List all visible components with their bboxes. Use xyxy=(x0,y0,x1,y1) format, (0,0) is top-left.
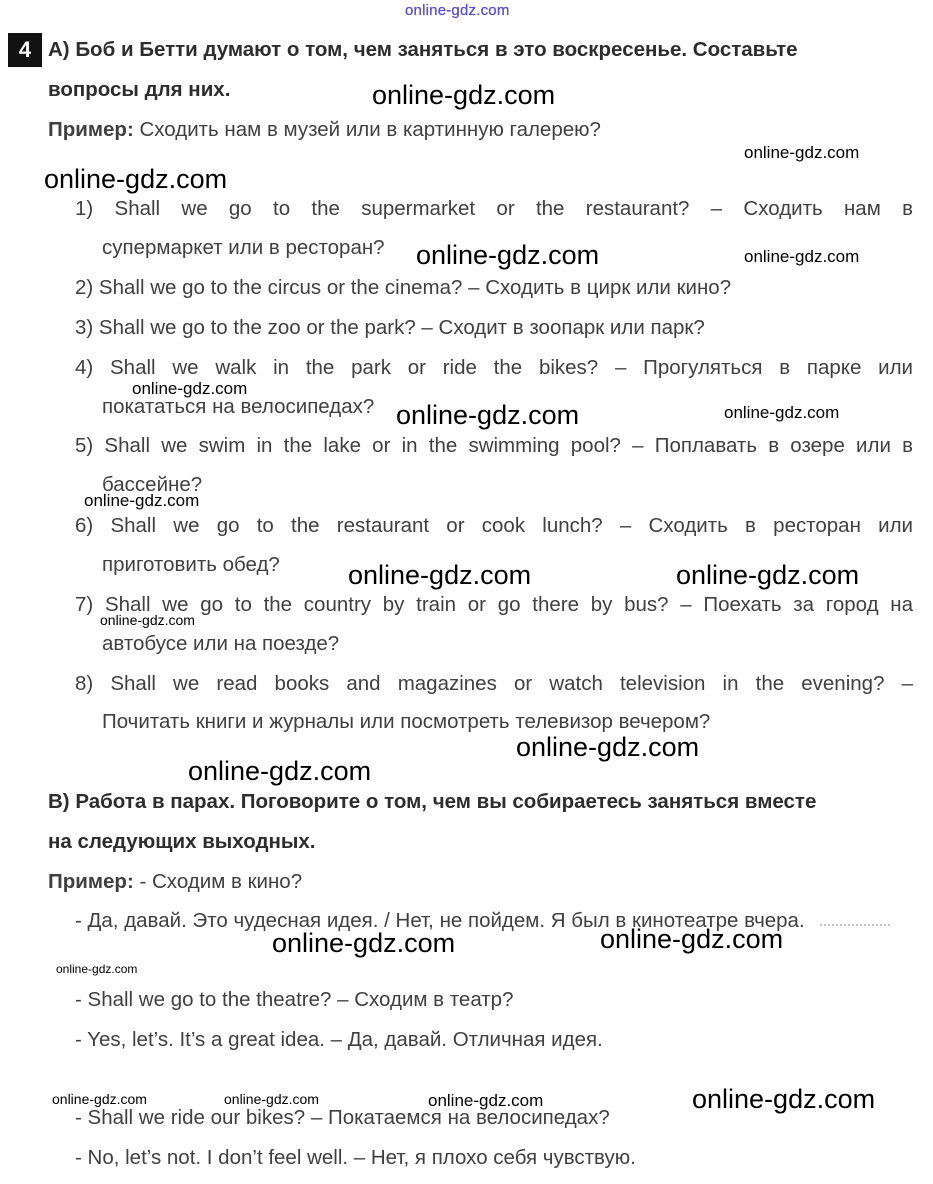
watermark: online-gdz.com xyxy=(744,143,860,162)
watermark: online-gdz.com xyxy=(396,400,580,430)
list-item-3: 3) Shall we go to the zoo or the park? – Сходит в зоопарк или парк? xyxy=(75,316,705,339)
watermark: online-gdz.com xyxy=(52,1091,147,1107)
watermark: online-gdz.com xyxy=(416,240,600,270)
watermark: online-gdz.com xyxy=(372,80,556,110)
watermark: online-gdz.com xyxy=(692,1084,876,1114)
list-item-8-line1: 8) Shall we read books and magazines or watch television in the evening? – xyxy=(75,672,913,695)
list-item-5-line2: бассейне? xyxy=(102,473,203,496)
list-item-1-line1: 1) Shall we go to the supermarket or the restaurant? – Сходить нам в xyxy=(75,197,913,220)
list-item-4-line1: 4) Shall we walk in the park or ride the bikes? – Прогуляться в парке или xyxy=(75,356,913,379)
list-item-2: 2) Shall we go to the circus or the cinema? – Сходить в цирк или кино? xyxy=(75,276,732,299)
list-item-8-line2: Почитать книги и журналы или посмотреть телевизор вечером? xyxy=(102,710,711,733)
part-b-example xyxy=(48,870,302,894)
part-a-heading-line2: вопросы для них. xyxy=(48,78,231,101)
part-a-example xyxy=(48,118,601,142)
dialogue-line-3: - Yes, let’s. It’s a great idea. – Да, давай. Отличная идея. xyxy=(75,1028,603,1051)
watermark: online-gdz.com xyxy=(676,560,860,590)
list-item-5-line1: 5) Shall we swim in the lake or in the swimming pool? – Поплавать в озере или в xyxy=(75,434,913,457)
site-header-watermark: online-gdz.com xyxy=(405,2,510,19)
watermark: online-gdz.com xyxy=(188,756,372,786)
part-b-heading-line1: В) Работа в парах. Поговорите о том, чем вы собираетесь заняться вместе xyxy=(48,790,817,813)
example-text: - Сходим в кино? xyxy=(139,870,303,893)
watermark: online-gdz.com xyxy=(224,1091,319,1107)
list-item-1-line2: супермаркет или в ресторан? xyxy=(102,236,385,259)
watermark: online-gdz.com xyxy=(272,928,456,958)
watermark: online-gdz.com xyxy=(132,379,248,398)
exercise-number-badge: 4 xyxy=(8,33,42,67)
scan-smudge xyxy=(820,924,890,934)
watermark: online-gdz.com xyxy=(724,403,840,422)
watermark: online-gdz.com xyxy=(744,247,860,266)
watermark: online-gdz.com xyxy=(516,732,700,762)
watermark: online-gdz.com xyxy=(44,164,228,194)
part-a-heading-line1: А) Боб и Бетти думают о том, чем заняться в это воскресенье. Составьте xyxy=(48,38,798,61)
list-item-4-line2: покататься на велосипедах? xyxy=(102,395,375,418)
watermark: online-gdz.com xyxy=(84,491,200,510)
watermark: online-gdz.com xyxy=(600,924,784,954)
list-item-7-line2: автобусе или на поезде? xyxy=(102,632,340,655)
watermark: online-gdz.com xyxy=(100,612,195,628)
example-label: Пример: xyxy=(48,118,134,141)
example-label: Пример: xyxy=(48,870,134,893)
watermark: online-gdz.com xyxy=(56,962,138,976)
dialogue-line-1: - Да, давай. Это чудесная идея. / Нет, не пойдем. Я был в кинотеатре вчера. xyxy=(75,909,805,932)
list-item-7-line1: 7) Shall we go to the country by train or go there by bus? – Поехать за город на xyxy=(75,593,913,616)
example-text: Сходить нам в музей или в картинную галерею? xyxy=(139,118,601,141)
list-item-6-line2: приготовить обед? xyxy=(102,553,280,576)
dialogue-line-5: - No, let’s not. I don’t feel well. – Нет, я плохо себя чувствую. xyxy=(75,1146,636,1169)
dialogue-line-4: - Shall we ride our bikes? – Покатаемся на велосипедах? xyxy=(75,1106,610,1129)
part-b-heading-line2: на следующих выходных. xyxy=(48,830,316,853)
watermark: online-gdz.com xyxy=(428,1091,544,1110)
watermark: online-gdz.com xyxy=(348,560,532,590)
list-item-6-line1: 6) Shall we go to the restaurant or cook lunch? – Сходить в ресторан или xyxy=(75,514,913,537)
dialogue-line-2: - Shall we go to the theatre? – Сходим в театр? xyxy=(75,988,514,1011)
